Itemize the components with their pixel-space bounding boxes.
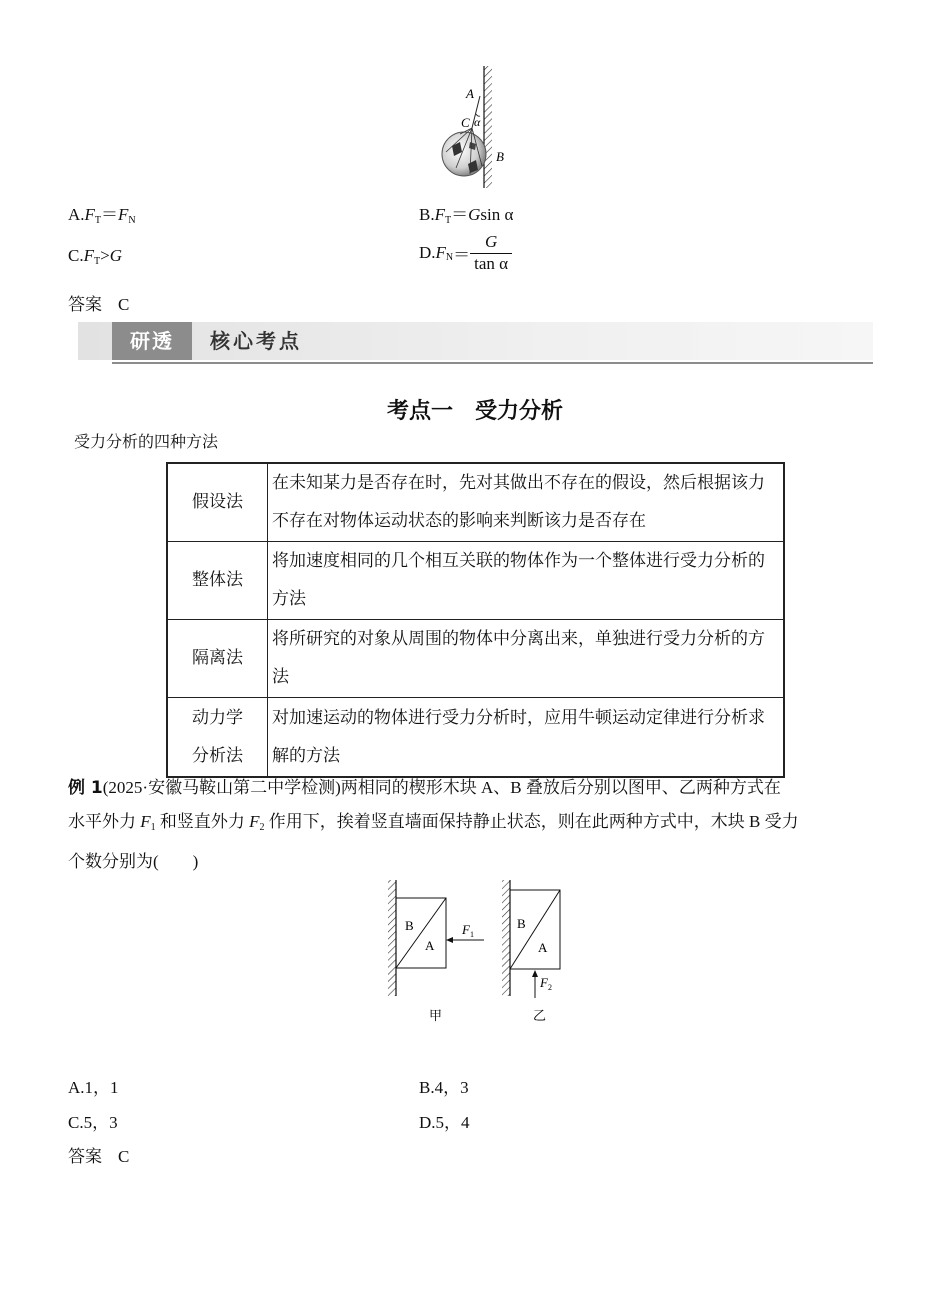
method-name: 整体法 (167, 541, 268, 619)
ball-on-wall-figure (430, 60, 510, 195)
wall-right (502, 880, 510, 996)
table-row (167, 619, 784, 697)
caption-right: 乙 (533, 1009, 547, 1024)
label-c: C (461, 115, 470, 130)
wedge-figure (380, 876, 580, 1028)
table-row (167, 541, 784, 619)
methods-table (166, 462, 785, 778)
option-a: $A.F_T=F_N$ (68, 205, 136, 226)
wall-left (388, 880, 396, 996)
label-f1: $F_1$ (462, 922, 474, 939)
section-banner (78, 322, 873, 364)
label-alpha: α (474, 115, 481, 129)
wall (484, 66, 492, 188)
label-a-right: A (538, 940, 548, 955)
option-b: $B.F_T=Gsin$ α (419, 205, 514, 226)
option-c: $C.F_T>G$ (68, 246, 122, 267)
method-desc: 对加速运动的物体进行受力分析时，应用牛顿运动定律进行分析求解的方法 (268, 697, 785, 777)
label-b: B (496, 149, 504, 164)
label-a: A (466, 86, 474, 101)
table-row (167, 463, 784, 541)
method-desc: 将加速度相同的几个相互关联的物体作为一个整体进行受力分析的方法 (268, 541, 785, 619)
ex1-option-b: B.4，3 (419, 1078, 469, 1097)
label-b-left: B (405, 918, 414, 933)
answer-1: 答案 C (68, 295, 130, 315)
ball (442, 132, 486, 176)
example-source: (2025·安徽马鞍山第二中学检测) (102, 778, 341, 797)
method-name: 隔离法 (167, 619, 268, 697)
section-subtitle: 受力分析的四种方法 (74, 432, 219, 451)
fraction: $\frac{G}{\text{tan α}}$ (470, 232, 512, 274)
caption-left: 甲 (429, 1009, 443, 1024)
table-row (167, 697, 784, 777)
method-name: 假设法 (167, 463, 268, 541)
option-d: $D.F_N=$ $\frac{G}{\text{tan α}}$ (419, 232, 512, 274)
answer-2: 答案 C (68, 1147, 130, 1167)
label-a-left: A (425, 938, 435, 953)
banner-tag: 研透 (112, 322, 192, 360)
label-f2: $F_2$ (540, 975, 552, 992)
example-label: 例 1 (68, 778, 103, 798)
banner-title: 核心考点 (210, 329, 302, 353)
ex1-option-d: D.5，4 (419, 1113, 470, 1132)
method-name: 动力学 分析法 (167, 697, 268, 777)
label-b-right: B (517, 916, 526, 931)
section-title: 考点一 受力分析 (386, 399, 563, 424)
method-desc: 将所研究的对象从周围的物体中分离出来，单独进行受力分析的方法 (268, 619, 785, 697)
ex1-option-a: A.1，1 (68, 1078, 119, 1097)
example-1: 例 1(2025·安徽马鞍山第二中学检测)两相同的楔形木块 A、B 叠放后分别以图甲、乙两种方式在 水平外力 $F_1$ 和竖直外力 $F_2$ 作用下，挨着竖直墙面保持静止状态，则在此两种方式中，木块 B 受力 个数分别为( ) (68, 778, 799, 871)
ex1-option-c: C.5，3 (68, 1113, 118, 1132)
method-desc: 在未知某力是否存在时，先对其做出不存在的假设，然后根据该力不存在对物体运动状态的影响来判断该力是否存在 (268, 463, 785, 541)
